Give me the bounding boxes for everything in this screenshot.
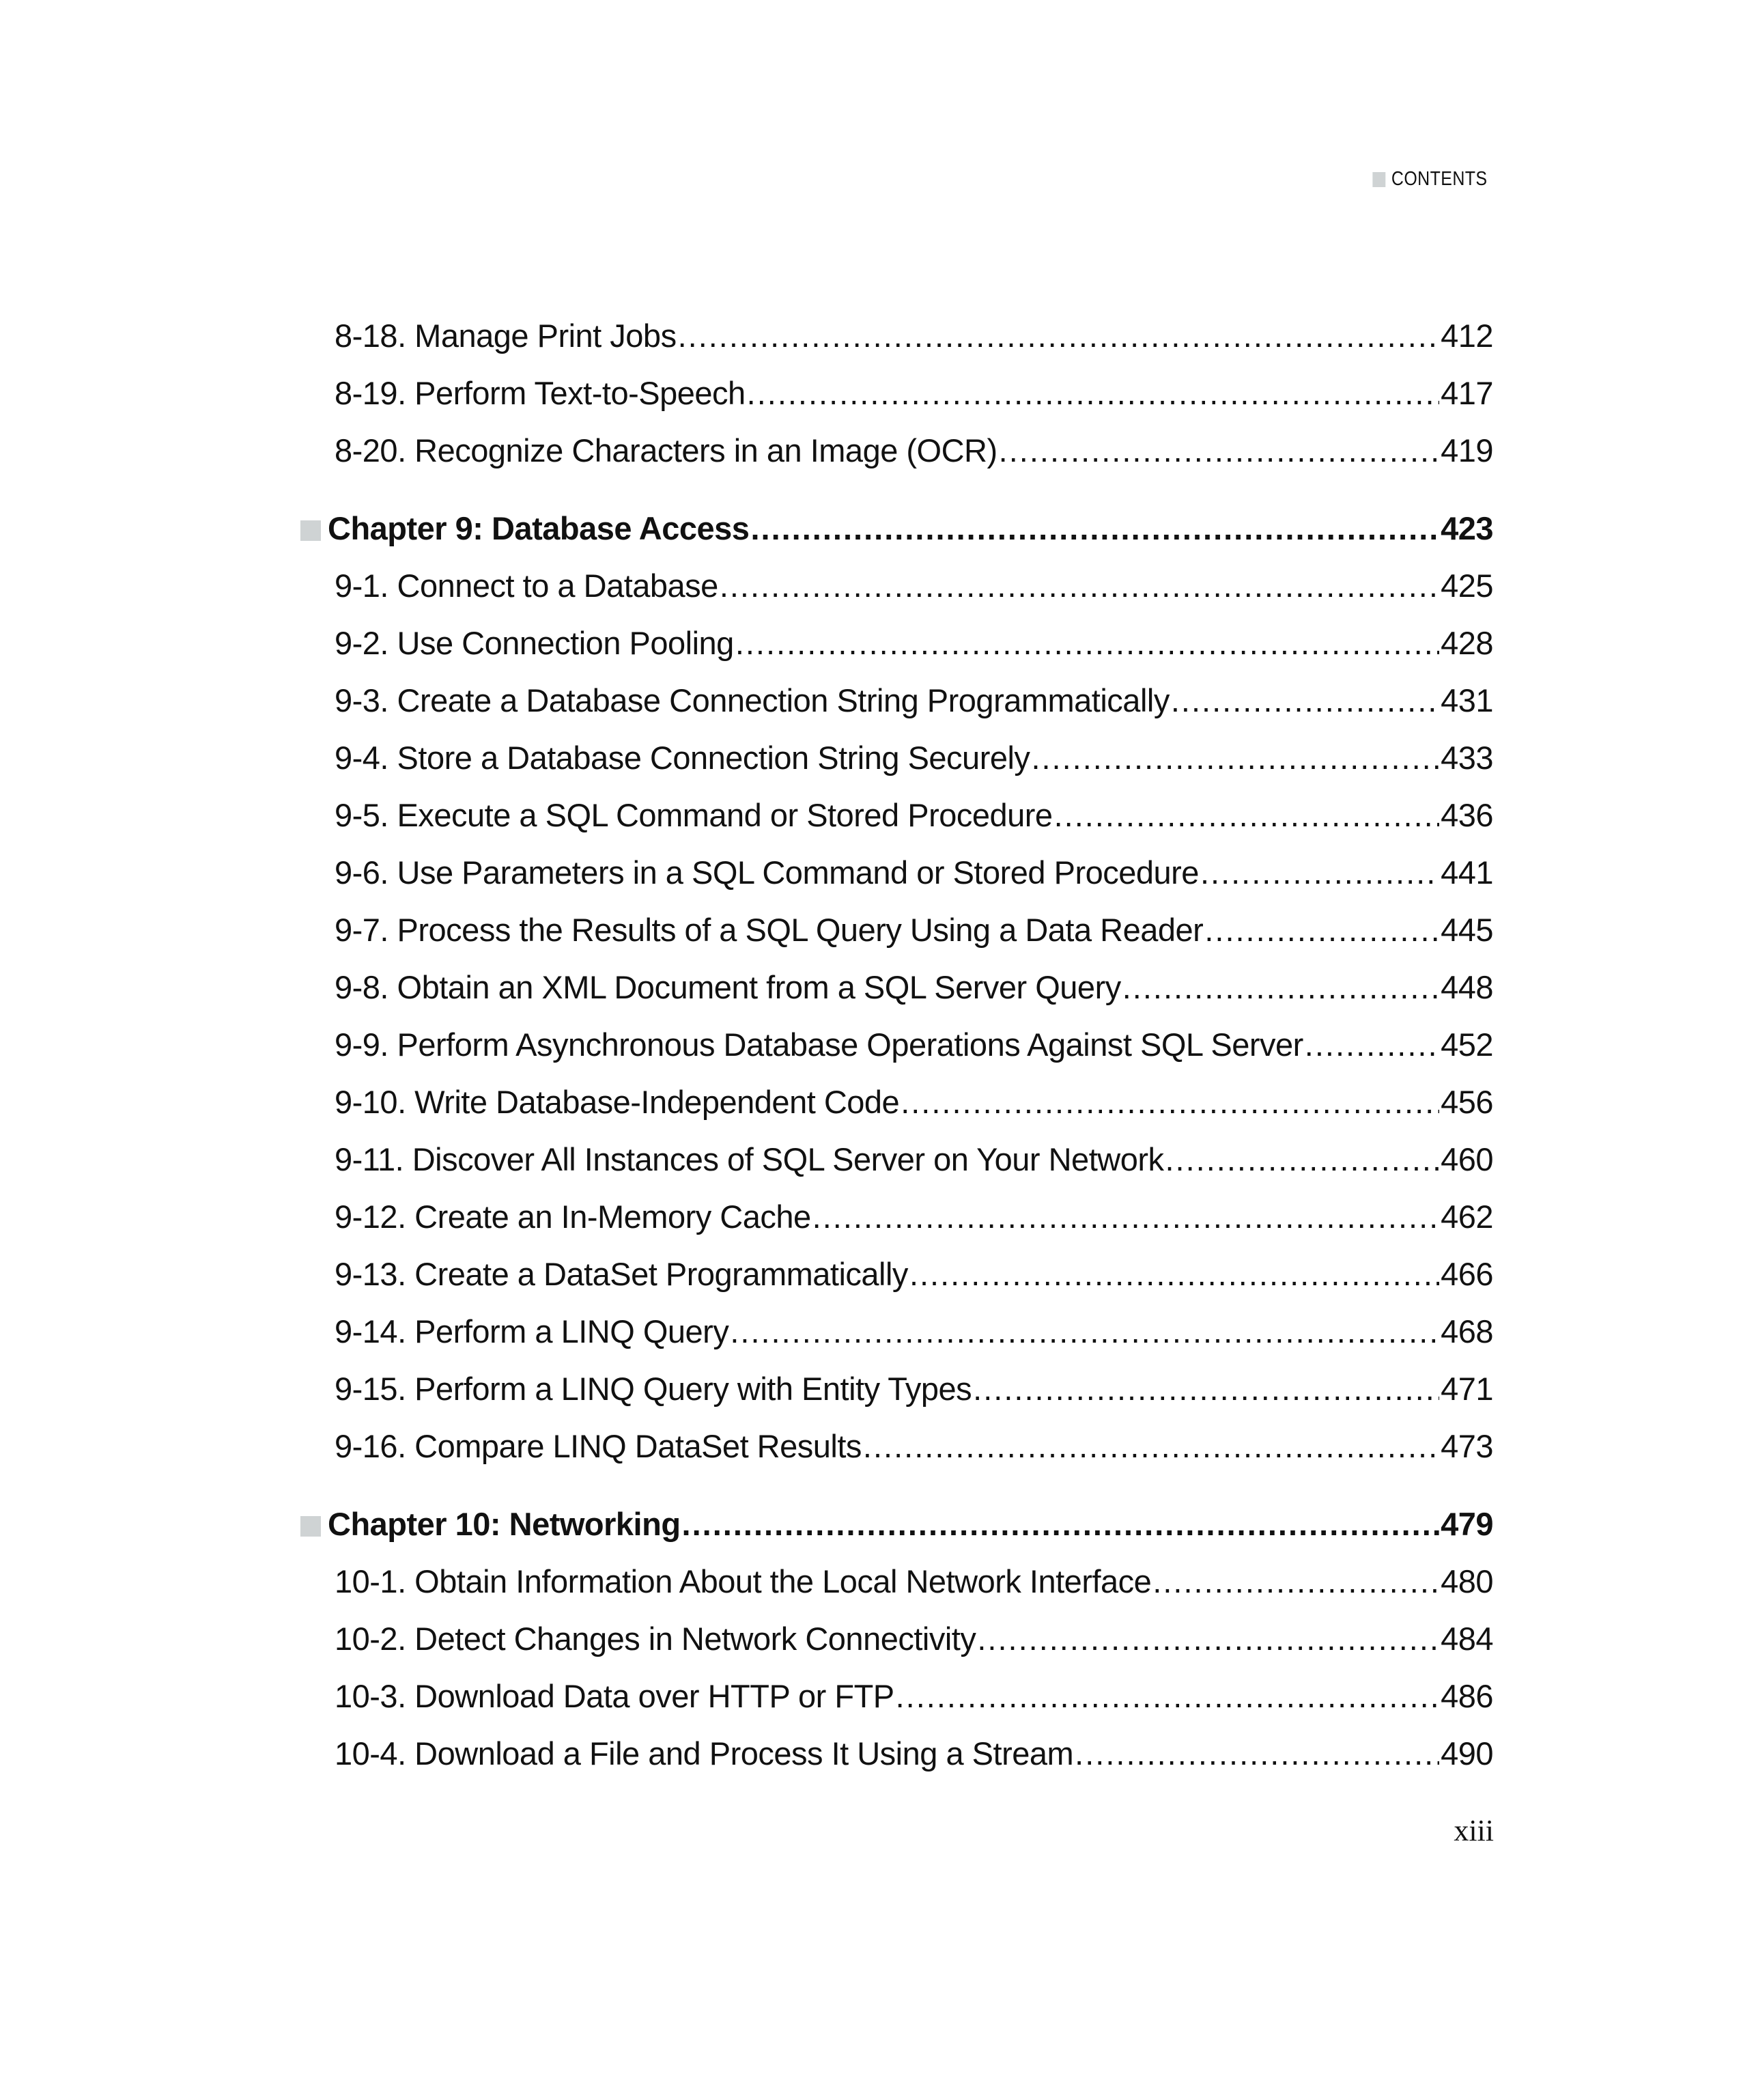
toc-entry-row[interactable]: [328, 1188, 1493, 1246]
toc-title: 10-1. Obtain Information About the Local Network Interface: [335, 1563, 1152, 1599]
dot-leader: [1305, 1016, 1439, 1074]
toc-title: Chapter 9: Database Access: [328, 510, 750, 546]
toc-page-number: 433: [1441, 740, 1493, 776]
dot-leader: [1075, 1725, 1439, 1782]
toc-page-number: 445: [1441, 912, 1493, 948]
dot-leader: [682, 1496, 1440, 1553]
toc-title: 8-18. Manage Print Jobs: [335, 318, 677, 354]
toc-page-number: 441: [1441, 854, 1493, 891]
toc-page-number: 425: [1441, 568, 1493, 604]
toc-title: 9-13. Create a DataSet Programmatically: [335, 1256, 908, 1292]
toc-entry-row[interactable]: [328, 1668, 1493, 1725]
running-head: [1372, 168, 1487, 191]
toc-entry-row[interactable]: [328, 959, 1493, 1016]
toc-title: 9-7. Process the Results of a SQL Query Using a Data Reader: [335, 912, 1204, 948]
toc-entry-row[interactable]: [328, 1246, 1493, 1303]
toc-title: 9-16. Compare LINQ DataSet Results: [335, 1428, 862, 1464]
toc-entry-row[interactable]: [328, 672, 1493, 729]
toc-title: 9-14. Perform a LINQ Query: [335, 1313, 729, 1349]
toc-page-number: 419: [1441, 432, 1493, 468]
dot-leader: [720, 557, 1439, 615]
dot-leader: [1054, 787, 1440, 844]
toc-entry-row[interactable]: [328, 615, 1493, 672]
dot-leader: [896, 1668, 1439, 1725]
dot-leader: [909, 1246, 1439, 1303]
toc-title: 9-5. Execute a SQL Command or Stored Procedure: [335, 797, 1053, 833]
toc-page-number: 428: [1441, 625, 1493, 661]
toc-title: 9-11. Discover All Instances of SQL Server on Your Network: [335, 1141, 1164, 1177]
dot-leader: [735, 615, 1439, 672]
toc-title: 10-4. Download a File and Process It Using a Stream: [335, 1735, 1074, 1772]
toc-title: 9-10. Write Database-Independent Code: [335, 1084, 900, 1120]
toc-entry-row[interactable]: [328, 422, 1493, 479]
toc-entry-row[interactable]: [328, 1074, 1493, 1131]
toc-page-number: 417: [1441, 375, 1493, 411]
toc-page-number: 480: [1441, 1563, 1493, 1599]
toc-entry-row[interactable]: [328, 844, 1493, 901]
toc-page-number: 448: [1441, 969, 1493, 1005]
toc-title: 9-8. Obtain an XML Document from a SQL Server Query: [335, 969, 1121, 1005]
toc-title: Chapter 10: Networking: [328, 1506, 681, 1542]
toc-title: 9-1. Connect to a Database: [335, 568, 718, 604]
dot-leader: [1152, 1553, 1439, 1610]
toc-page-number: 484: [1441, 1621, 1493, 1657]
dot-leader: [1171, 672, 1439, 729]
dot-leader: [730, 1303, 1439, 1360]
section-marker-icon: [1372, 172, 1385, 187]
toc-chapter-row[interactable]: [328, 1496, 1493, 1553]
toc-page-number: 412: [1441, 318, 1493, 354]
toc-entry-row[interactable]: [328, 787, 1493, 844]
toc-page-number: 471: [1441, 1371, 1493, 1407]
toc-entry-row[interactable]: [328, 729, 1493, 787]
toc-page-number: 452: [1441, 1026, 1493, 1063]
toc-entry-row[interactable]: [328, 1016, 1493, 1074]
dot-leader: [1200, 844, 1439, 901]
toc-page-number: 479: [1441, 1506, 1493, 1542]
dot-leader: [1165, 1131, 1439, 1188]
toc-page-number: 490: [1441, 1735, 1493, 1772]
table-of-contents: [328, 307, 1493, 1782]
dot-leader: [901, 1074, 1439, 1131]
toc-entry-row[interactable]: [328, 1418, 1493, 1475]
toc-page-number: 462: [1441, 1199, 1493, 1235]
toc-entry-row[interactable]: [328, 1553, 1493, 1610]
dot-leader: [747, 365, 1439, 422]
dot-leader: [812, 1188, 1439, 1246]
toc-entry-row[interactable]: [328, 1725, 1493, 1782]
toc-entry-row[interactable]: [328, 1303, 1493, 1360]
toc-title: 10-2. Detect Changes in Network Connectivity: [335, 1621, 976, 1657]
toc-page-number: 423: [1441, 510, 1493, 546]
toc-page-number: 431: [1441, 682, 1493, 718]
toc-title: 9-15. Perform a LINQ Query with Entity Types: [335, 1371, 972, 1407]
toc-page-number: 486: [1441, 1678, 1493, 1714]
toc-entry-row[interactable]: [328, 901, 1493, 959]
toc-page-number: 466: [1441, 1256, 1493, 1292]
dot-leader: [1122, 959, 1439, 1016]
dot-leader: [973, 1360, 1439, 1418]
toc-page-number: 436: [1441, 797, 1493, 833]
toc-title: 9-12. Create an In-Memory Cache: [335, 1199, 811, 1235]
running-head-label: CONTENTS: [1391, 168, 1487, 190]
toc-entry-row[interactable]: [328, 365, 1493, 422]
toc-title: 9-3. Create a Database Connection String Programmatically: [335, 682, 1170, 718]
chapter-marker-icon: [300, 520, 321, 541]
dot-leader: [678, 307, 1440, 365]
toc-chapter-row[interactable]: [328, 500, 1493, 557]
toc-page-number: 456: [1441, 1084, 1493, 1120]
dot-leader: [863, 1418, 1439, 1475]
toc-entry-row[interactable]: [328, 1610, 1493, 1668]
toc-entry-row[interactable]: [328, 1360, 1493, 1418]
toc-title: 8-19. Perform Text-to-Speech: [335, 375, 746, 411]
dot-leader: [1031, 729, 1439, 787]
toc-title: 10-3. Download Data over HTTP or FTP: [335, 1678, 894, 1714]
toc-title: 9-9. Perform Asynchronous Database Operations Against SQL Server: [335, 1026, 1303, 1063]
toc-title: 9-6. Use Parameters in a SQL Command or Stored Procedure: [335, 854, 1199, 891]
toc-title: 9-2. Use Connection Pooling: [335, 625, 734, 661]
toc-title: 8-20. Recognize Characters in an Image (OCR): [335, 432, 997, 468]
toc-page-number: 473: [1441, 1428, 1493, 1464]
toc-page-number: 468: [1441, 1313, 1493, 1349]
page-number: xiii: [1454, 1814, 1494, 1847]
chapter-marker-icon: [300, 1516, 321, 1537]
toc-entry-row[interactable]: [328, 557, 1493, 615]
dot-leader: [1204, 901, 1439, 959]
toc-entry-row[interactable]: [328, 307, 1493, 365]
toc-page-number: 460: [1441, 1141, 1493, 1177]
dot-leader: [999, 422, 1439, 479]
dot-leader: [750, 500, 1439, 557]
toc-title: 9-4. Store a Database Connection String Securely: [335, 740, 1030, 776]
dot-leader: [977, 1610, 1439, 1668]
toc-entry-row[interactable]: [328, 1131, 1493, 1188]
